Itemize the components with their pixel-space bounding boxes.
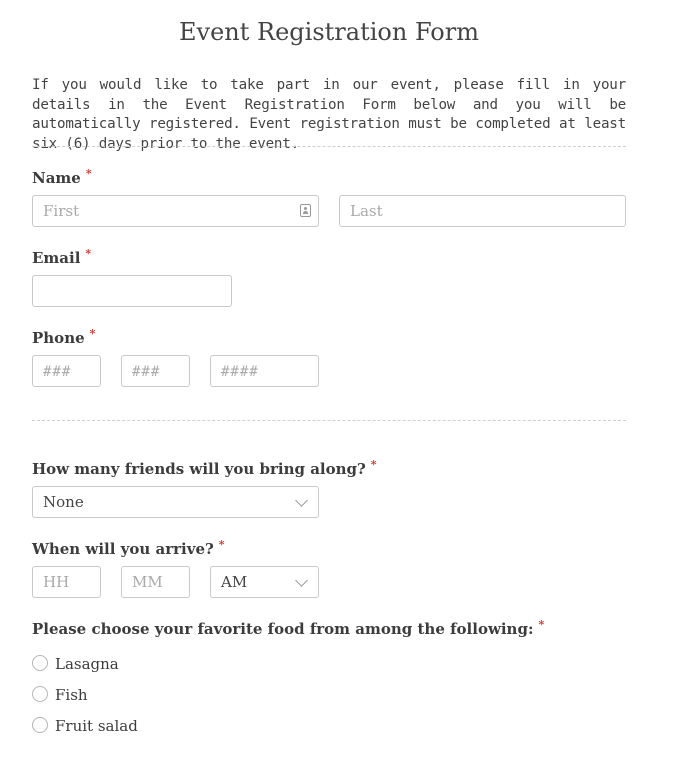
food-option-label[interactable]: Fruit salad (55, 717, 138, 735)
form-title: Event Registration Form (179, 18, 479, 46)
arrival-label (32, 540, 225, 558)
radio-button[interactable] (32, 717, 48, 733)
arrival-minute-input[interactable] (121, 566, 190, 598)
required-marker: * (85, 247, 92, 260)
required-marker: * (218, 538, 225, 551)
email-label-text: Email (32, 249, 81, 267)
form-description: If you would like to take part in our event, please fill in your details in the Event Registration Form below and you will be automatically registered. Event registration must be completed at least six (6) days prior to the event. (32, 77, 626, 152)
phone-prefix-placeholder: ### (132, 364, 161, 380)
section-divider (32, 146, 626, 147)
chevron-down-icon[interactable] (295, 494, 308, 507)
phone-area-code-input[interactable] (32, 355, 101, 387)
friends-selected-value: None (43, 493, 84, 511)
arrival-hour-placeholder: HH (43, 573, 70, 591)
phone-line-input[interactable] (210, 355, 319, 387)
friends-label-text: How many friends will you bring along? (32, 460, 366, 478)
phone-label (32, 329, 95, 347)
last-name-placeholder: Last (350, 202, 383, 220)
arrival-ampm-value: AM (221, 573, 248, 591)
radio-button[interactable] (32, 686, 48, 702)
contact-card-icon[interactable] (300, 204, 311, 217)
friends-label (32, 460, 377, 478)
first-name-input[interactable] (32, 195, 319, 227)
food-label-text: Please choose your favorite food from among the following: (32, 620, 534, 638)
phone-line-placeholder: #### (221, 364, 259, 380)
required-marker: * (85, 167, 92, 180)
arrival-ampm-select[interactable] (210, 566, 319, 598)
email-label (32, 249, 91, 267)
food-option-label[interactable]: Fish (55, 686, 88, 704)
last-name-input[interactable] (339, 195, 626, 227)
phone-label-text: Phone (32, 329, 85, 347)
phone-prefix-input[interactable] (121, 355, 190, 387)
required-marker: * (370, 458, 377, 471)
name-label (32, 169, 92, 187)
friends-select[interactable] (32, 486, 319, 518)
food-label (32, 620, 544, 638)
phone-area-placeholder: ### (43, 364, 72, 380)
email-input[interactable] (32, 275, 232, 307)
first-name-placeholder: First (43, 202, 80, 220)
arrival-hour-input[interactable] (32, 566, 101, 598)
chevron-down-icon[interactable] (295, 574, 308, 587)
arrival-label-text: When will you arrive? (32, 540, 214, 558)
required-marker: * (89, 327, 96, 340)
name-label-text: Name (32, 169, 81, 187)
radio-button[interactable] (32, 655, 48, 671)
food-option-label[interactable]: Lasagna (55, 655, 119, 673)
arrival-minute-placeholder: MM (132, 573, 163, 591)
required-marker: * (538, 618, 545, 631)
section-divider (32, 420, 626, 421)
